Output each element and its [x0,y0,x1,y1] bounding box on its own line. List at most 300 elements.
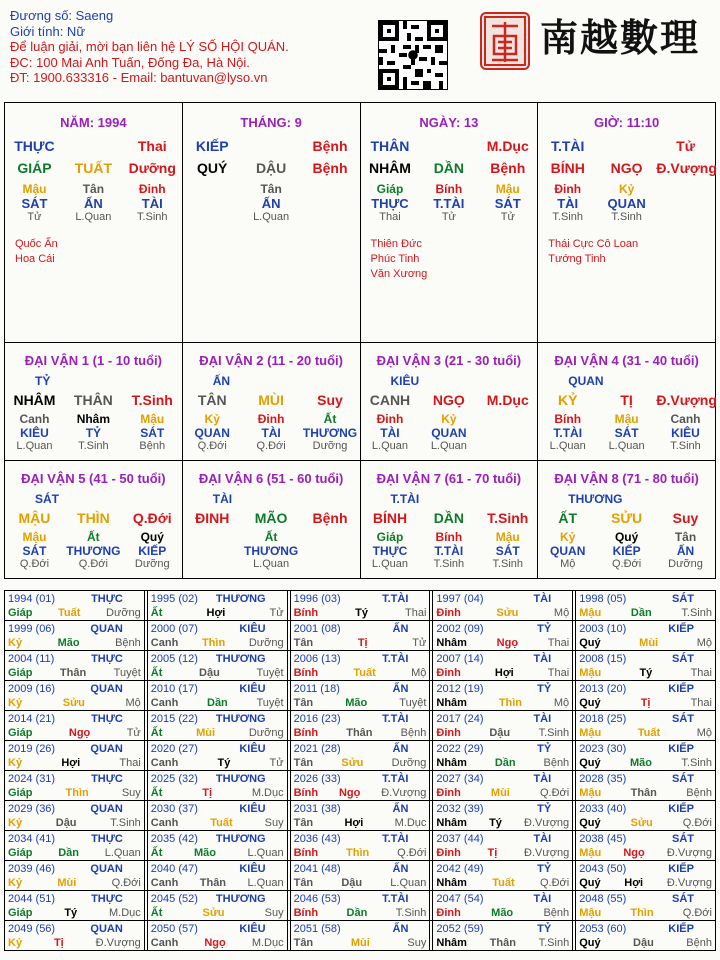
owner-name: Đương số: Saeng [10,8,114,23]
year-branch: Tị [487,847,498,859]
year-line1 [579,922,712,936]
year-label: 2044 (51) [8,893,56,905]
daivan-6 [183,461,361,578]
year-label: 2018 (25) [579,713,627,725]
pillar-header: NGÀY: 13 [419,115,479,130]
year-line2 [151,786,284,800]
logo-title: 南越數理 [540,15,701,60]
year-branch: Mùi [350,937,370,949]
year-branch: Hợi [344,817,364,829]
daivan-hs-row-cell: THƯƠNG [244,544,299,558]
life-stage-row-cell: Thai [379,211,401,223]
daivan-lt-row [183,558,360,570]
year-branch: Dần [58,847,79,859]
year-line2 [294,636,427,650]
star-item: Tướng Tinh [548,253,606,265]
year-label: 2042 (49) [436,863,484,875]
daivan-hidden-row-cell: Ất [264,530,278,544]
year-line1 [579,832,712,846]
daivan-hidden-row-cell: Mậu [495,530,520,544]
year-cell [432,741,573,770]
daivan-lt-row-cell: Bệnh [139,440,166,452]
daivan-hs-row-cell: SÁT [22,544,47,558]
daivan-header: ĐẠI VẬN 3 (21 - 30 tuổi) [376,353,522,368]
year-cell [290,591,431,620]
daivan-hs-row-cell: QUAN [431,426,467,440]
year-label: 2046 (53) [293,893,341,905]
life-stage-row-cell [656,211,714,223]
year-stem: Tân [293,757,314,769]
year-stem: Kỷ [8,877,23,889]
year-god: TỶ [537,683,552,695]
year-cell [290,741,431,770]
year-stage: Thai [690,697,712,709]
daivan-header: ĐẠI VẬN 1 (1 - 10 tuổi) [24,353,162,368]
year-cell [147,771,288,800]
hidden-stem-row-cell: Kỷ [618,182,635,196]
year-line1 [294,922,427,936]
year-stage: M.Dục [251,937,284,949]
year-line2 [294,876,427,890]
year-branch: Thìn [346,847,370,859]
hidden-stem-row-cell: Tân [82,182,105,196]
year-stem: Giáp [8,667,33,679]
year-line1 [8,652,141,666]
year-line2 [294,606,427,620]
daivan-god: T.TÀI [390,492,420,506]
daivan-hs-row-cell: SÁT [495,544,520,558]
year-line1 [579,802,712,816]
year-cell [290,891,431,920]
year-stage: Bệnh [543,757,570,769]
daivan-header: ĐẠI VẬN 6 (51 - 60 tuổi) [198,471,344,486]
daivan-hidden-row [5,412,182,426]
year-stage: Thai [547,637,570,649]
life-stage-row [183,211,360,223]
year-branch: Tý [217,757,231,769]
daivan-god: KIÊU [390,374,420,388]
year-cell [432,681,573,710]
year-label: 2002 (09) [436,623,484,635]
year-line1 [151,862,284,876]
year-line1 [579,862,712,876]
year-line2 [436,666,569,680]
year-cell [575,861,716,890]
year-god: TỶ [537,803,552,815]
year-branch: Tý [355,607,368,619]
year-line1 [8,892,141,906]
daivan-stem-row-cell: CANH [369,392,411,408]
year-cell [4,801,145,830]
ten-god-row-cell: Bệnh [312,138,348,154]
year-line2 [579,786,712,800]
year-god: SÁT [671,653,694,665]
daivan-lt-row-cell: Mộ [560,558,576,570]
daivan-stem-row-cell: M.Dục [486,392,529,408]
year-stage: Đ.Vượng [524,817,570,829]
year-label: 2028 (35) [579,773,627,785]
year-label: 2050 (57) [150,923,198,935]
year-cell [575,651,716,680]
daivan-header: ĐẠI VẬN 8 (71 - 80 tuổi) [554,471,699,486]
year-cell [4,861,145,890]
year-branch: Mùi [639,637,659,649]
hidden-god-row [361,196,538,211]
daivan-hidden-row [183,530,360,544]
year-line1 [436,892,569,906]
year-cell [290,771,431,800]
daivan-stem-row-cell: TÂN [197,392,227,408]
phone-email: ĐT: 1900.633316 - Email: bantuvan@lyso.vn [10,70,268,85]
year-stage: Đ.Vượng [524,847,570,859]
year-line2 [579,906,712,920]
year-line2 [8,636,141,650]
year-line2 [436,786,569,800]
year-god: SÁT [671,713,694,725]
year-line2 [151,636,284,650]
year-stage: Đ.Vượng [95,937,141,949]
year-cell [290,621,431,650]
yearly-table [4,590,716,951]
daivan-god: SÁT [35,492,59,506]
daivan-hidden-row-cell: Đinh [376,412,404,426]
daivan-god: TỶ [35,374,51,388]
year-cell [575,741,716,770]
year-row [4,621,716,651]
year-label: 2010 (17) [150,683,198,695]
year-cell [290,801,431,830]
year-label: 2022 (29) [436,743,484,755]
hidden-stem-row [183,182,360,196]
year-cell [432,921,573,950]
year-line1 [151,802,284,816]
daivan-hidden-row-cell: Bính [435,530,463,544]
hidden-stem-row-cell: Tân [260,182,282,196]
year-stage: Dưỡng [248,637,284,649]
year-stem: Canh [150,877,179,889]
daivan-stem-row [183,510,360,526]
year-god: QUAN [90,623,123,635]
year-label: 2041 (48) [293,863,341,875]
year-stage: Tử [269,607,284,619]
year-cell [4,921,145,950]
year-line2 [151,666,284,680]
daivan-stem-row-cell: Q.Đới [132,510,172,526]
ten-god-row [361,138,538,154]
year-line2 [579,726,712,740]
year-branch: Hợi [624,877,644,889]
year-stem: Mậu [579,787,602,799]
daivan-lt-row [5,558,182,570]
year-label: 2017 (24) [436,713,484,725]
year-god: ẤN [392,743,409,755]
year-cell [432,891,573,920]
year-stem: Mậu [579,667,602,679]
year-stage: Suy [407,937,427,949]
year-line2 [436,876,569,890]
year-line2 [8,906,141,920]
year-line1 [8,802,141,816]
hidden-god-row-cell [656,196,714,211]
year-stage: Đ.Vượng [381,787,427,799]
daivan-lt-row-cell [183,558,241,570]
year-stem: Giáp [8,727,33,739]
hidden-stem-row-cell: Giáp [376,182,404,196]
year-label: 2019 (26) [8,743,56,755]
year-cell [290,831,431,860]
year-stage: Q.Đới [539,877,570,889]
hidden-god-row-cell: T.TÀI [433,196,465,211]
daivan-stem-row-cell: ẤT [558,510,578,526]
star-item: Thiên Đức [370,238,422,250]
life-stage-row [538,211,715,223]
daivan-hidden-row-cell [183,530,241,544]
daivan-hs-row-cell: THƯƠNG [302,426,358,440]
daivan-lt-row-cell: Q.Đới [256,440,286,452]
hidden-stem-row [5,182,182,196]
year-stage: Suy [121,787,141,799]
year-line2 [294,846,427,860]
year-stage: T.Sinh [110,817,141,829]
year-line1 [436,832,569,846]
daivan-header: ĐẠI VẬN 5 (41 - 50 tuổi) [21,471,166,486]
year-cell [4,711,145,740]
year-god: ẤN [392,803,409,815]
ten-god-row-cell [242,138,300,154]
year-cell [4,771,145,800]
year-cell [147,591,288,620]
year-row [4,711,716,741]
year-line1 [579,682,712,696]
year-stage: Mộ [411,667,427,679]
year-stage: Tuyệt [256,697,284,709]
address: ĐC: 100 Mai Anh Tuấn, Đống Đa, Hà Nội. [10,54,250,70]
year-stem: Kỷ [8,637,23,649]
year-line2 [579,696,712,710]
year-god: T.TÀI [382,893,409,905]
daivan-lt-row-cell: Q.Đới [78,558,108,570]
year-label: 1998 (05) [579,593,627,605]
daivan-lt-row-cell: L.Quan [549,440,586,452]
year-god: THƯƠNG [215,713,266,725]
daivan-hidden-row-cell: Mậu [22,530,47,544]
year-cell [575,621,716,650]
year-line2 [294,906,427,920]
daivan-hs-row-cell: QUAN [194,426,230,440]
daivan-lt-row-cell: Dưỡng [134,558,170,570]
year-line1 [579,892,712,906]
daivan-lt-row-cell: Q.Đới [197,440,227,452]
year-line2 [151,696,284,710]
year-god: TÀI [533,773,552,785]
hidden-god-row [5,196,182,211]
year-god: KIÊU [239,863,266,875]
daivan-hs-row-cell: T.TÀI [434,544,464,558]
year-branch: Tý [639,667,653,679]
year-label: 2020 (27) [150,743,198,755]
year-branch: Dậu [633,937,654,949]
daivan-stem-row-cell: BÍNH [372,510,408,526]
year-cell [147,651,288,680]
year-cell [4,681,145,710]
year-stage: Q.Đới [397,847,427,859]
daivan-hs-row-cell [183,544,241,558]
year-stage: L.Quan [104,847,141,859]
year-god: T.TÀI [382,833,409,845]
year-stage: Bệnh [686,787,712,799]
year-line2 [294,696,427,710]
year-stage: L.Quan [247,847,284,859]
stem-branch-row [183,160,360,176]
daivan-lt-row-cell: T.Sinh [492,558,524,570]
year-god: THỰC [91,893,123,905]
year-row [4,591,716,621]
daivan-stem-row [361,510,538,526]
year-branch: Dần [346,907,368,919]
year-stem: Nhâm [436,937,467,949]
year-label: 2035 (42) [150,833,198,845]
year-stage: M.Dục [394,817,427,829]
year-line1 [436,742,569,756]
star-item: Thái Cực Cô Loan [548,238,639,250]
year-god: THƯƠNG [215,653,266,665]
year-line2 [8,606,141,620]
year-branch: Sửu [202,907,225,919]
year-line1 [294,682,427,696]
hidden-stem-row-cell [301,182,359,196]
year-cell [147,861,288,890]
year-label: 2005 (12) [150,653,198,665]
year-god: KIẾP [668,803,694,815]
year-row [4,891,716,921]
year-label: 1995 (02) [150,593,198,605]
daivan-hidden-row-cell: Kỷ [441,412,457,426]
year-god: THỰC [91,713,123,725]
year-line2 [579,636,712,650]
life-stage-row-cell [183,211,241,223]
year-line2 [151,606,284,620]
life-stage-row-cell: T.Sinh [136,211,168,223]
year-line2 [294,756,427,770]
daivan-hidden-row-cell: Canh [670,412,701,426]
year-cell [432,771,573,800]
year-line1 [579,592,712,606]
year-stem: Mậu [579,907,602,919]
year-line2 [8,846,141,860]
daivan-hidden-row-cell: Kỷ [204,412,220,426]
stem-branch-row-cell: QUÝ [197,160,228,176]
life-stage-row-cell: L.Quan [253,211,290,223]
year-stem: Kỷ [8,757,23,769]
year-row [4,921,716,951]
year-stem: Ất [150,847,163,859]
year-line1 [151,682,284,696]
year-god: KIẾP [668,683,694,695]
year-god: KIÊU [239,683,266,695]
daivan-lt-row-cell: T.Sinh [670,440,701,452]
year-cell [147,681,288,710]
year-label: 2026 (33) [293,773,341,785]
year-stem: Mậu [579,607,602,619]
year-stem: Bính [293,787,319,799]
year-stage: T.Sinh [681,607,712,619]
year-god: T.TÀI [382,773,409,785]
stem-branch-row-cell: DẦN [433,160,465,176]
year-line2 [8,786,141,800]
daivan-stem-row-cell: MÙI [258,392,284,408]
year-stage: Q.Đới [682,907,712,919]
year-line1 [436,652,569,666]
year-line2 [151,876,284,890]
daivan-hidden-row [538,530,715,544]
year-god: T.TÀI [382,653,409,665]
seal-stamp [480,12,530,70]
year-line2 [8,696,141,710]
year-god: KIÊU [239,803,266,815]
year-label: 2052 (59) [436,923,484,935]
year-line1 [436,622,569,636]
daivan-1 [5,343,183,460]
year-god: TÀI [533,713,552,725]
year-stem: Giáp [8,787,33,799]
life-stage-row-cell [301,211,359,223]
year-stem: Kỷ [8,937,23,949]
ten-god-row-cell: THỰC [14,138,55,154]
daivan-stem-row-cell: Suy [317,392,343,408]
year-branch: Dậu [341,877,363,889]
year-cell [147,891,288,920]
daivan-hidden-row [5,530,182,544]
ten-god-row-cell: Thai [137,138,167,154]
year-branch: Sửu [341,757,364,769]
extra-stars [5,237,182,267]
year-stem: Canh [150,637,179,649]
year-stage: Bệnh [686,937,712,949]
year-god: TỶ [537,863,552,875]
year-line1 [579,622,712,636]
year-god: QUAN [90,803,123,815]
pillar-4 [538,103,715,342]
year-stem: Quý [579,817,601,829]
ten-god-row-cell [420,138,478,154]
daivan-hidden-row-cell: Đinh [257,412,285,426]
year-branch: Hợi [206,607,226,619]
year-line1 [294,742,427,756]
year-stem: Bính [293,607,319,619]
year-branch: Mão [345,697,368,709]
year-line2 [579,666,712,680]
stem-branch-row-cell: BÍNH [550,160,585,176]
year-cell [432,861,573,890]
hidden-stem-row-cell: Đinh [554,182,582,196]
year-stem: Mậu [579,727,602,739]
daivan-hidden-row [361,412,538,426]
year-row [4,741,716,771]
year-branch: Tý [489,817,502,829]
daivan-lt-row-cell: L.Quan [430,440,467,452]
daivan-hs-row-cell: THƯƠNG [66,544,121,558]
year-line1 [8,622,141,636]
year-cell [432,831,573,860]
year-branch: Mão [630,757,652,769]
year-line1 [8,592,141,606]
ten-god-row-cell: T.TÀI [550,138,585,154]
year-line1 [294,892,427,906]
year-label: 2033 (40) [579,803,627,815]
year-god: THƯƠNG [215,773,266,785]
year-label: 2006 (13) [293,653,341,665]
hidden-stem-row-cell [656,182,714,196]
